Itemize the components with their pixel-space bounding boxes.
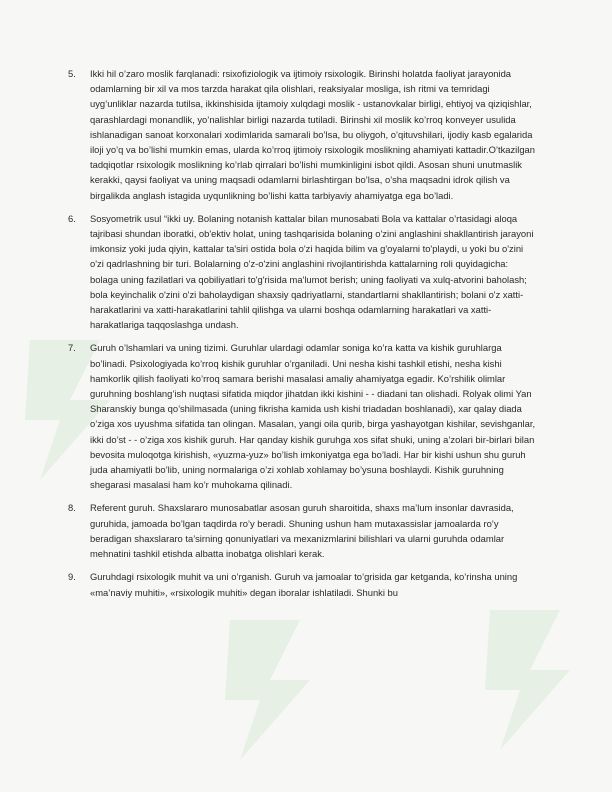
list-item bbox=[68, 569, 538, 599]
list-item bbox=[68, 500, 538, 561]
document-body bbox=[68, 66, 538, 608]
list-item-number: 9. bbox=[68, 571, 76, 583]
list-item bbox=[68, 66, 538, 203]
list-item-text: Referent guruh. Shaxslararo munosabatlar asosan guruh sharoitida, shaxs ma’lum insonlar davrasida, guruhida, jamoada bo’lgan taqdirda ro’y beradi. Shuning ushun ham mutaxassislar jamoalarda ro’y beradigan shaxslararo ta’sirning qonuniyatlari va mexanizmlarini bilishlari va ularni guruhda odamlar mehnatini tashkil etishda albatta inobatga olishlari kerak. bbox=[90, 502, 514, 560]
list-item-number: 7. bbox=[68, 342, 76, 354]
list-item-number: 6. bbox=[68, 212, 76, 224]
numbered-list bbox=[68, 66, 538, 600]
list-item-text: Guruhdagi rsixologik muhit va uni o’rganish. Guruh va jamoalar to’grisida gar ketganda, ko’rinsha uning «ma’naviy muhiti», «rsixologik muhiti» degan iboralar ishlatiladi. Shunki bu bbox=[90, 571, 518, 598]
list-item-text: Guruh o’lshamlari va uning tizimi. Guruhlar ulardagi odamlar soniga ko’ra katta va kishik guruhlarga bo’linadi. Psixologiyada ko’rroq kishik guruhlar o’rganiladi. Uni nesha kishi tashkil etishi, nesha kishi hamkorlik qilish faoliyati ko’rroq samara berishi masalasi amaliy ahamiyatga egadir. Ko’rshilik olimlar guruhning boshlang’ish nuqtasi sifatida miqdor jihatdan ikki kishini - - diadani tan olishadi. Rolyak olimi Yan Sharanskiy bunga qo’shilmasada (uning fikrisha kamida ush kishi triadadan boshlanadi), xar qalay diada o’ziga xos uyushma sifatida tan olingan. Masalan, yangi oila qurib, birga yashayotgan kishilar, sevishganlar, ikki do’st - - o’ziga xos kishik guruh. Har qanday kishik guruhga xos sifat shuki, uning a’zolari bir-birlari bilan bevosita muloqotga kirishish, «yuzma-yuz» bo’lish imkoniyatga ega bo’ladi. Har bir kishi ushun shu guruh juda ahamiyatli bo’lib, uning normalariga o’zi xohlab xohlamay bo’ysuna boshlaydi. Kishik guruhning shegarasi masalasi ham ko’r muhokama qilinadi. bbox=[90, 342, 536, 491]
logo-watermark-icon bbox=[210, 610, 330, 770]
list-item bbox=[68, 340, 538, 492]
list-item-text: Sosyometrik usul “ikki uy. Bolaning notanish kattalar bilan munosabati Bola va kattalar o’rtasidagi aloqa tajribasi shundan iboratki, ob'ektiv holat, uning tashqarisida bolaning o'zini anglashini shakllantirish jarayoni imkonsiz yoki juda qiyin, kattalar ta'siri ostida bola o'zi haqida bilim va g'oyalarni to'playdi, u yoki bu o'zini o'zi qadrlashning bir turi. Bolalarning o'z-o'zini anglashini rivojlantirishda kattalarning roli quyidagicha: bolaga uning fazilatlari va qobiliyatlari to'g'risida ma'lumot berish; uning faoliyati va xulq-atvorini baholash; bola keyinchalik o'zini o'zi baholaydigan shaxsiy qadriyatlarni, standartlarni shakllantirish; bolani o'z xatti-harakatlarini va xatti-harakatlarini tahlil qilishga va ularni boshqa odamlarning harakatlari va xatti-harakatlariga taqqoslashga undash. bbox=[90, 212, 534, 331]
list-item-text: Ikki hil o’zaro moslik farqlanadi: rsixofiziologik va ijtimoiy rsixologik. Birinshi holatda faoliyat jarayonida odamlarning bir xil va mos tarzda harakat qila olishlari, reaksiyalar mosliga, ish ritmi va temridagi uyg’unliklar nazarda tutilsa, ikkinshisida ijtamoiy xulqdagi moslik - ustanovkalar birligi, ehtiyoj va qiziqishlar, qarashlardagi monandlik, yo’nalishlar birligi nazarda tutiladi. Birinshi xil moslik ko’rroq konveyer usulida ishlanadigan sanoat korxonalari xodimlarida samarali bo’lsa, bu oliygoh, o’qituvshilari, ijodiy kasb egalarida iloji yo’q va bo’lishi mumkin emas, ularda ko’rroq ijtimoiy rsixologik moslikning ahamiyati kattadir.O’tkazilgan tadqiqotlar rsixologik moslikning ko’rlab qirralari bo’lishi mumkinligini isbot qildi. Asosan shuni unutmaslik kerakki, qaysi faoliyat va uning maqsadi odamlarni birlashtirgan bo’lsa, o’sha maqsadni idrok qilish va birgalikda anglash istagida uyqunlikning bo’lishi katta tarbiyaviy ahamiyatga ega bo’ladi. bbox=[90, 68, 535, 201]
logo-watermark-icon bbox=[470, 600, 590, 760]
list-item-number: 5. bbox=[68, 68, 76, 79]
list-item-number: 8. bbox=[68, 502, 76, 514]
list-item bbox=[68, 211, 538, 333]
